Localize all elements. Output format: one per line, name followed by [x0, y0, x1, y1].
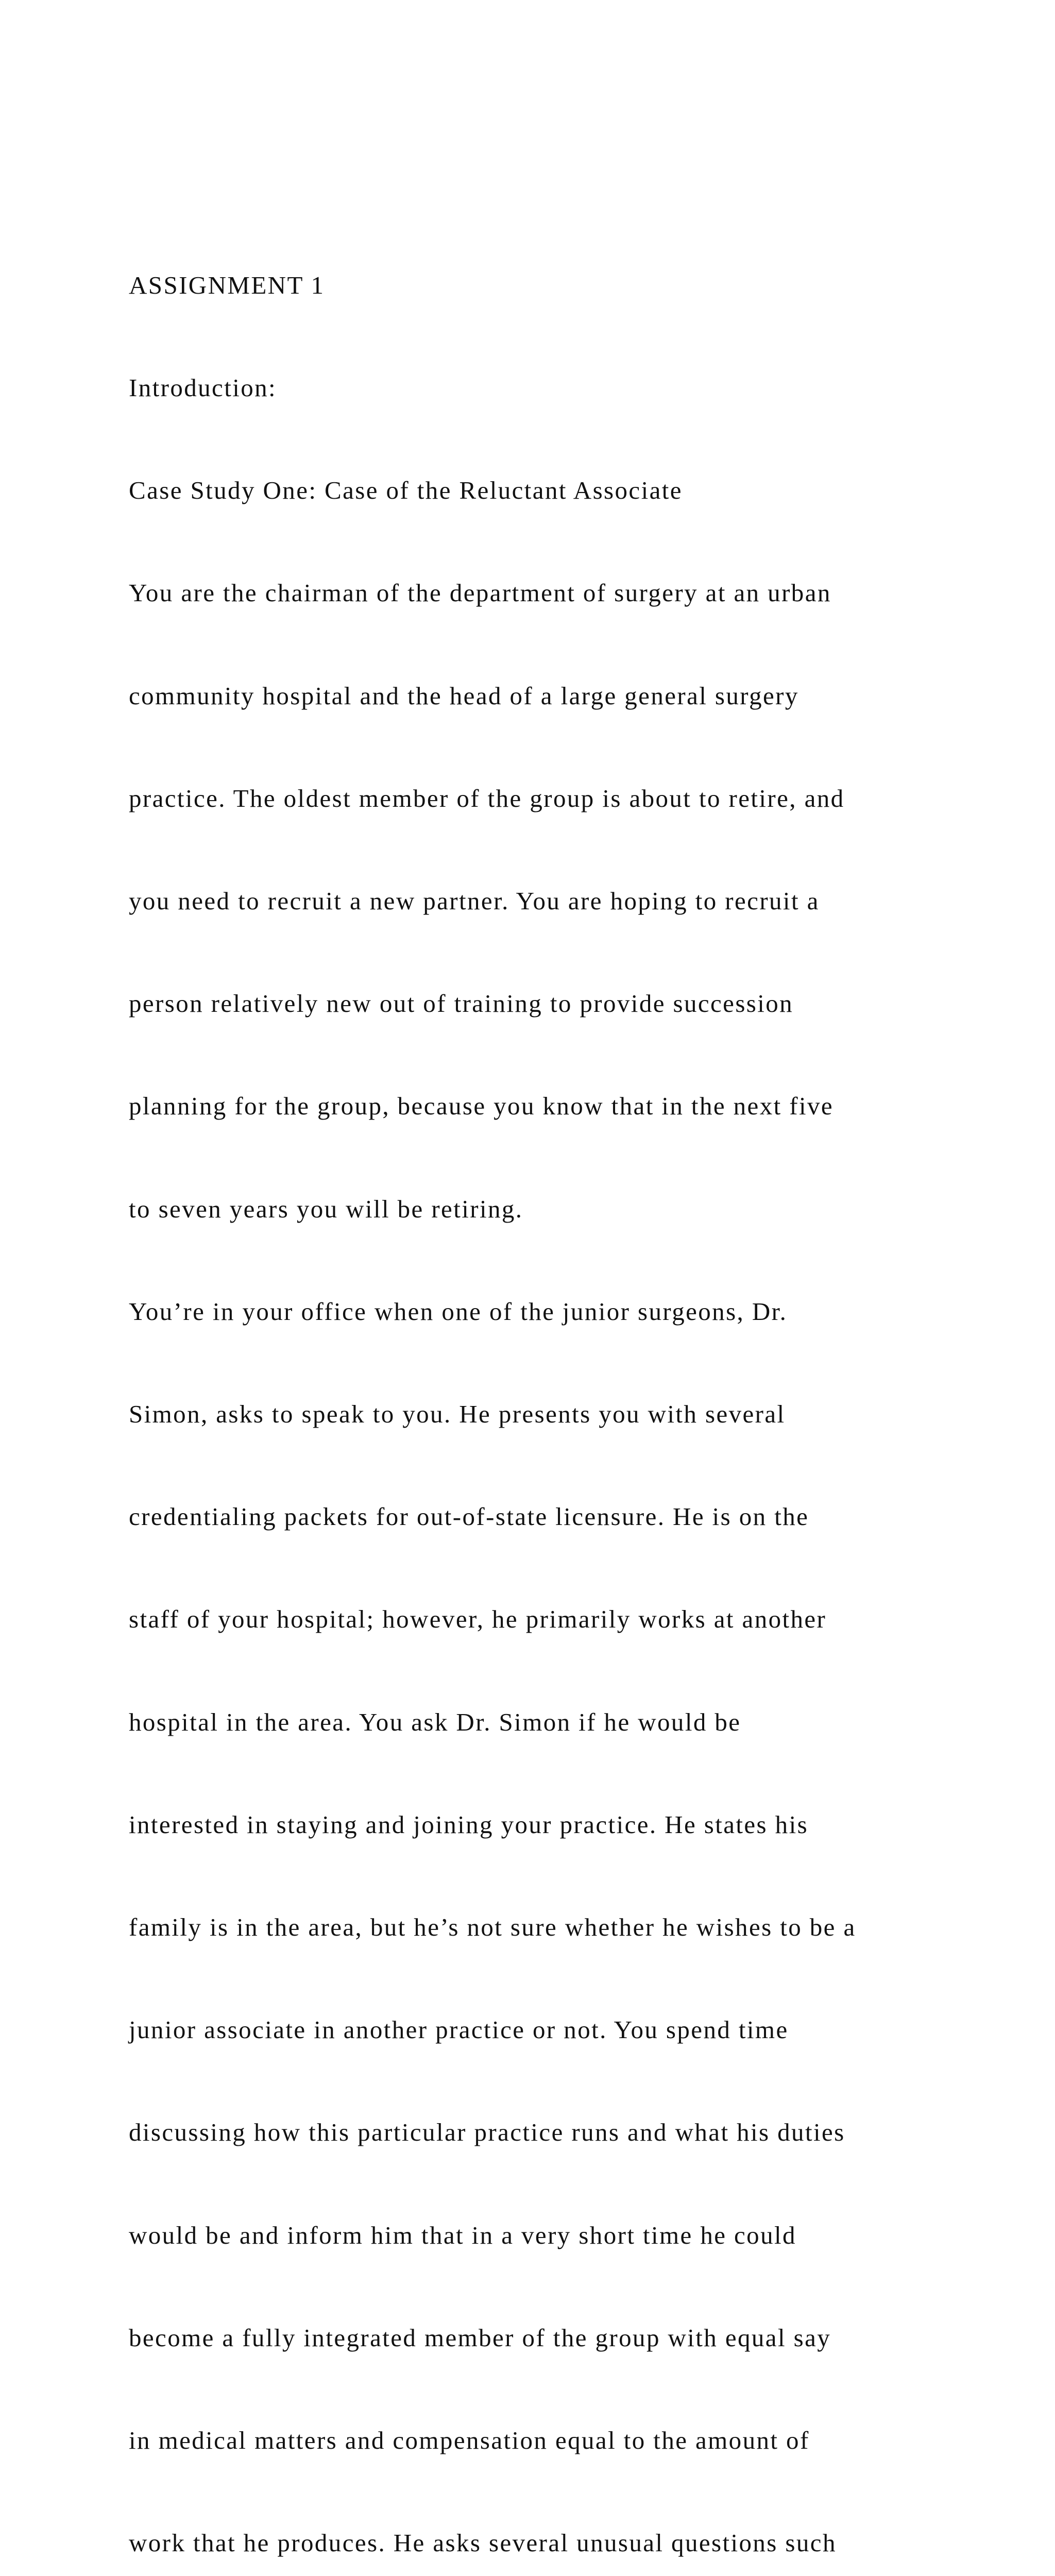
- text-line: become a fully integrated member of the group with equal say: [129, 2323, 831, 2352]
- text-line: You are the chairman of the department of surgery at an urban: [129, 579, 831, 607]
- text-line: would be and inform him that in a very short time he could: [129, 2221, 796, 2249]
- text-line: practice. The oldest member of the group is about to retire, and: [129, 784, 845, 812]
- text-line: credentialing packets for out-of-state licensure. He is on the: [129, 1502, 809, 1531]
- text-line: discussing how this particular practice runs and what his duties: [129, 2118, 845, 2147]
- text-line: You’re in your office when one of the junior surgeons, Dr.: [129, 1297, 788, 1326]
- text-line: in medical matters and compensation equal to the amount of: [129, 2426, 810, 2455]
- text-line: to seven years you will be retiring.: [129, 1194, 523, 1223]
- document-text: [129, 200, 1005, 2576]
- case-study-title: Case Study One: Case of the Reluctant Associate: [129, 476, 683, 505]
- text-line: family is in the area, but he’s not sure whether he wishes to be a: [129, 1913, 856, 1942]
- text-line: interested in staying and joining your practice. He states his: [129, 1810, 809, 1839]
- text-line: hospital in the area. You ask Dr. Simon if he would be: [129, 1707, 741, 1736]
- section-heading-introduction: Introduction:: [129, 374, 277, 402]
- text-line: Simon, asks to speak to you. He presents you with several: [129, 1400, 786, 1429]
- text-line: person relatively new out of training to provide succession: [129, 989, 794, 1018]
- text-line: work that he produces. He asks several unusual questions such: [129, 2529, 837, 2557]
- assignment-title: ASSIGNMENT 1: [129, 270, 325, 299]
- text-line: you need to recruit a new partner. You are hoping to recruit a: [129, 887, 820, 916]
- text-line: planning for the group, because you know that in the next five: [129, 1092, 834, 1121]
- text-line: junior associate in another practice or not. You spend time: [129, 2015, 789, 2044]
- text-line: community hospital and the head of a large general surgery: [129, 681, 799, 710]
- text-line: staff of your hospital; however, he primarily works at another: [129, 1605, 827, 1634]
